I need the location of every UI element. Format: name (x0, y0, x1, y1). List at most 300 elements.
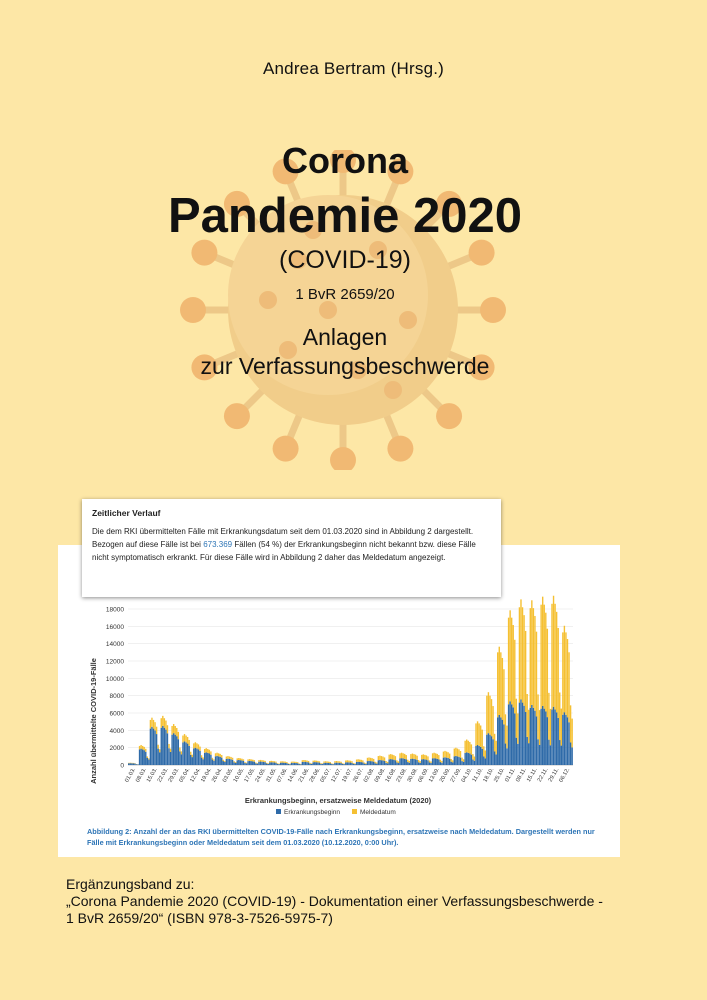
bar-erkrankungsbeginn (345, 762, 346, 765)
bar-meldedatum (426, 755, 427, 759)
bar-meldedatum (548, 693, 549, 740)
bar-erkrankungsbeginn (497, 717, 498, 765)
bar-meldedatum (368, 757, 369, 760)
bar-meldedatum (164, 718, 165, 728)
bar-erkrankungsbeginn (396, 762, 397, 765)
bar-meldedatum (216, 753, 217, 756)
bar-meldedatum (559, 692, 560, 740)
bar-erkrankungsbeginn (390, 759, 391, 765)
bar-meldedatum (317, 761, 318, 762)
bar-erkrankungsbeginn (534, 711, 535, 765)
x-tick-label: 19.04. (200, 767, 214, 784)
bar-meldedatum (472, 754, 473, 759)
bar-erkrankungsbeginn (554, 710, 555, 765)
bar-erkrankungsbeginn (130, 763, 131, 765)
bar-meldedatum (381, 756, 382, 760)
bar-erkrankungsbeginn (388, 759, 389, 765)
bar-meldedatum (537, 694, 538, 739)
x-axis-label: Erkrankungsbeginn, ersatzweise Meldedatum (2020) (244, 796, 432, 805)
bar-meldedatum (345, 760, 346, 762)
bar-erkrankungsbeginn (503, 724, 504, 765)
bar-erkrankungsbeginn (460, 758, 461, 765)
bar-meldedatum (520, 599, 521, 699)
bar-erkrankungsbeginn (302, 762, 303, 765)
x-tick-label: 30.08. (406, 767, 420, 784)
bar-erkrankungsbeginn (540, 709, 541, 765)
bar-meldedatum (423, 754, 424, 759)
y-tick-label: 16000 (105, 623, 124, 631)
bar-meldedatum (382, 757, 383, 761)
bar-meldedatum (207, 749, 208, 753)
bar-meldedatum (140, 745, 141, 749)
bar-erkrankungsbeginn (238, 760, 239, 765)
bar-meldedatum (361, 760, 362, 762)
bar-erkrankungsbeginn (212, 760, 213, 765)
virus-spike-head (224, 403, 250, 429)
bar-erkrankungsbeginn (382, 760, 383, 765)
bar-meldedatum (553, 596, 554, 707)
bar-erkrankungsbeginn (432, 759, 433, 766)
bar-meldedatum (495, 741, 496, 755)
bar-erkrankungsbeginn (330, 763, 331, 765)
bar-meldedatum (557, 628, 558, 718)
bar-erkrankungsbeginn (243, 761, 244, 765)
bar-meldedatum (252, 760, 253, 762)
bar-erkrankungsbeginn (292, 763, 293, 765)
bar-meldedatum (531, 600, 532, 705)
bar-meldedatum (446, 752, 447, 758)
bar-meldedatum (326, 761, 327, 762)
bar-meldedatum (241, 759, 242, 761)
bar-meldedatum (460, 751, 461, 758)
bar-meldedatum (337, 761, 338, 763)
bar-meldedatum (519, 607, 520, 702)
virus-spike-head (387, 436, 413, 462)
bar-meldedatum (568, 652, 569, 722)
bar-meldedatum (429, 760, 430, 762)
bar-erkrankungsbeginn (128, 763, 129, 765)
bar-meldedatum (139, 746, 140, 749)
bar-erkrankungsbeginn (195, 748, 196, 765)
bar-meldedatum (154, 722, 155, 730)
bar-meldedatum (299, 764, 300, 765)
bar-erkrankungsbeginn (464, 753, 465, 765)
bar-erkrankungsbeginn (491, 736, 492, 765)
bar-meldedatum (371, 758, 372, 761)
excerpt-paragraph (92, 525, 491, 564)
bar-erkrankungsbeginn (283, 763, 284, 765)
x-tick-label: 05.04. (178, 767, 192, 784)
bar-erkrankungsbeginn (247, 761, 248, 765)
bar-meldedatum (502, 658, 503, 720)
bar-meldedatum (342, 763, 343, 764)
x-tick-label: 26.04. (211, 767, 224, 784)
bar-meldedatum (562, 632, 563, 714)
bar-erkrankungsbeginn (168, 748, 169, 765)
bar-erkrankungsbeginn (326, 763, 327, 765)
bar-erkrankungsbeginn (250, 761, 251, 765)
bar-meldedatum (219, 754, 220, 757)
bar-meldedatum (153, 720, 154, 729)
bar-erkrankungsbeginn (201, 758, 202, 765)
virus-surface-protein (384, 381, 402, 399)
bar-meldedatum (212, 758, 213, 760)
bar-erkrankungsbeginn (193, 749, 194, 765)
bar-meldedatum (443, 752, 444, 758)
bar-meldedatum (292, 762, 293, 763)
x-tick-label: 08.03. (135, 767, 149, 784)
bar-meldedatum (454, 749, 455, 757)
bar-meldedatum (542, 597, 543, 706)
bar-meldedatum (452, 760, 453, 762)
bar-erkrankungsbeginn (274, 763, 275, 765)
x-tick-label: 25.10. (493, 767, 507, 784)
bar-meldedatum (173, 724, 174, 733)
y-tick-label: 18000 (105, 606, 124, 614)
bar-meldedatum (196, 743, 197, 748)
bar-meldedatum (508, 618, 509, 705)
bar-meldedatum (339, 761, 340, 762)
bar-erkrankungsbeginn (260, 762, 261, 765)
bar-erkrankungsbeginn (517, 744, 518, 765)
bar-meldedatum (469, 742, 470, 754)
bar-erkrankungsbeginn (392, 759, 393, 765)
bar-erkrankungsbeginn (475, 746, 476, 765)
bar-meldedatum (323, 761, 324, 762)
bar-erkrankungsbeginn (354, 764, 355, 765)
bar-meldedatum (539, 710, 540, 745)
x-tick-label: 23.08. (395, 767, 409, 784)
legend-swatch-erkrankungsbeginn (276, 809, 281, 814)
bar-meldedatum (232, 758, 233, 760)
bar-meldedatum (185, 736, 186, 743)
bar-meldedatum (157, 745, 158, 749)
bar-meldedatum (398, 761, 399, 763)
bar-meldedatum (240, 758, 241, 760)
bar-meldedatum (264, 761, 265, 762)
bar-erkrankungsbeginn (469, 753, 470, 765)
bar-erkrankungsbeginn (136, 764, 137, 765)
bar-erkrankungsbeginn (525, 712, 526, 765)
bar-meldedatum (198, 744, 199, 749)
bar-erkrankungsbeginn (514, 713, 515, 765)
bar-meldedatum (302, 760, 303, 762)
bar-meldedatum (235, 762, 236, 763)
bar-meldedatum (322, 763, 323, 764)
bar-meldedatum (418, 760, 419, 762)
bar-erkrankungsbeginn (402, 759, 403, 766)
bar-meldedatum (455, 748, 456, 756)
bar-meldedatum (258, 760, 259, 762)
bar-erkrankungsbeginn (216, 756, 217, 765)
bar-meldedatum (438, 755, 439, 759)
bar-erkrankungsbeginn (233, 762, 234, 765)
bar-erkrankungsbeginn (551, 710, 552, 765)
bar-erkrankungsbeginn (548, 740, 549, 765)
bar-erkrankungsbeginn (297, 763, 298, 765)
bar-erkrankungsbeginn (294, 763, 295, 765)
bar-meldedatum (517, 713, 518, 743)
bar-erkrankungsbeginn (421, 759, 422, 765)
bar-erkrankungsbeginn (381, 760, 382, 765)
bar-meldedatum (554, 604, 555, 710)
bar-meldedatum (268, 763, 269, 764)
bar-erkrankungsbeginn (221, 758, 222, 765)
bar-meldedatum (416, 756, 417, 760)
bar-erkrankungsbeginn (419, 763, 420, 765)
x-tick-label: 18.10. (482, 767, 496, 784)
bar-erkrankungsbeginn (557, 718, 558, 765)
bar-meldedatum (458, 749, 459, 756)
bar-erkrankungsbeginn (173, 733, 174, 765)
bar-meldedatum (272, 761, 273, 762)
bar-meldedatum (175, 726, 176, 735)
bar-meldedatum (303, 760, 304, 762)
bar-meldedatum (433, 753, 434, 758)
bar-erkrankungsbeginn (426, 760, 427, 765)
bar-meldedatum (571, 719, 572, 748)
bar-meldedatum (409, 761, 410, 763)
bar-erkrankungsbeginn (202, 759, 203, 765)
bar-erkrankungsbeginn (154, 730, 155, 765)
bar-meldedatum (178, 732, 179, 739)
bar-meldedatum (526, 694, 527, 737)
bar-erkrankungsbeginn (393, 760, 394, 765)
bar-erkrankungsbeginn (272, 762, 273, 765)
bar-meldedatum (221, 755, 222, 758)
legend-label-meldedatum: Meldedatum (360, 809, 396, 816)
bar-erkrankungsbeginn (530, 708, 531, 765)
y-tick-label: 4000 (109, 727, 124, 735)
bar-meldedatum (466, 740, 467, 753)
excerpt-text-1: Die dem RKI übermittelten Fälle mit Erkrankungsdatum seit dem 01.03.2020 sind in Abbildung 2 dargestellt. Bezogen auf diese Fälle ist bei (92, 527, 474, 549)
bar-meldedatum (375, 762, 376, 763)
bar-meldedatum (404, 754, 405, 759)
bar-meldedatum (370, 758, 371, 761)
bar-meldedatum (486, 696, 487, 735)
y-tick-label: 12000 (105, 658, 124, 666)
bar-erkrankungsbeginn (415, 759, 416, 765)
x-tick-label: 07.06. (276, 767, 290, 784)
bar-meldedatum (536, 632, 537, 717)
y-tick-label: 2000 (109, 745, 124, 753)
bar-erkrankungsbeginn (509, 701, 510, 765)
bar-erkrankungsbeginn (378, 760, 379, 765)
bar-meldedatum (482, 730, 483, 749)
bar-erkrankungsbeginn (218, 756, 219, 765)
bar-erkrankungsbeginn (323, 763, 324, 765)
excerpt-highlight-number: 673.369 (203, 540, 233, 549)
bar-meldedatum (464, 741, 465, 753)
bar-meldedatum (525, 631, 526, 712)
bar-meldedatum (401, 753, 402, 758)
bar-erkrankungsbeginn (258, 762, 259, 765)
bar-erkrankungsbeginn (342, 764, 343, 765)
bar-erkrankungsbeginn (444, 757, 445, 765)
footer-line-2: „Corona Pandemie 2020 (COVID-19) - Dokumentation einer Verfassungsbeschwerde - (66, 893, 603, 909)
bar-meldedatum (195, 742, 196, 747)
bar-erkrankungsbeginn (505, 744, 506, 765)
bar-meldedatum (561, 709, 562, 746)
excerpt-box (82, 499, 501, 597)
bar-meldedatum (410, 754, 411, 759)
bar-meldedatum (255, 762, 256, 763)
bar-meldedatum (238, 758, 239, 760)
bar-meldedatum (244, 762, 245, 763)
bar-meldedatum (165, 721, 166, 730)
bar-erkrankungsbeginn (348, 762, 349, 765)
bar-meldedatum (224, 761, 225, 762)
bar-erkrankungsbeginn (328, 763, 329, 765)
bar-erkrankungsbeginn (156, 734, 157, 765)
bar-erkrankungsbeginn (249, 761, 250, 765)
bar-meldedatum (373, 759, 374, 762)
bar-meldedatum (522, 607, 523, 702)
bar-erkrankungsbeginn (317, 762, 318, 765)
bar-erkrankungsbeginn (246, 763, 247, 765)
bar-erkrankungsbeginn (522, 703, 523, 765)
bar-erkrankungsbeginn (370, 761, 371, 765)
x-tick-label: 06.12. (558, 767, 572, 784)
bar-meldedatum (156, 727, 157, 734)
bar-erkrankungsbeginn (375, 763, 376, 765)
bar-meldedatum (204, 749, 205, 753)
bar-meldedatum (528, 710, 529, 743)
bar-meldedatum (148, 758, 149, 759)
bar-meldedatum (309, 763, 310, 764)
bar-meldedatum (320, 763, 321, 764)
x-tick-label: 17.05. (243, 767, 257, 784)
bar-erkrankungsbeginn (537, 739, 538, 765)
bar-erkrankungsbeginn (506, 748, 507, 765)
bar-erkrankungsbeginn (433, 758, 434, 765)
bar-erkrankungsbeginn (495, 754, 496, 765)
bar-erkrankungsbeginn (295, 763, 296, 765)
bar-erkrankungsbeginn (210, 755, 211, 765)
bar-meldedatum (497, 652, 498, 717)
bar-meldedatum (277, 763, 278, 764)
bar-meldedatum (415, 755, 416, 760)
bar-erkrankungsbeginn (140, 749, 141, 765)
bar-erkrankungsbeginn (175, 735, 176, 765)
bar-meldedatum (159, 749, 160, 752)
bar-erkrankungsbeginn (340, 763, 341, 765)
bar-erkrankungsbeginn (224, 762, 225, 765)
bar-erkrankungsbeginn (547, 717, 548, 765)
bar-erkrankungsbeginn (565, 715, 566, 765)
bar-meldedatum (291, 762, 292, 763)
bar-erkrankungsbeginn (437, 759, 438, 765)
bar-meldedatum (354, 763, 355, 764)
bar-erkrankungsbeginn (488, 733, 489, 765)
bar-erkrankungsbeginn (404, 759, 405, 765)
x-tick-label: 06.09. (417, 767, 431, 784)
bar-meldedatum (506, 726, 507, 749)
bar-erkrankungsbeginn (362, 762, 363, 765)
bar-erkrankungsbeginn (261, 762, 262, 765)
bar-meldedatum (491, 699, 492, 736)
bar-meldedatum (485, 750, 486, 758)
bar-meldedatum (516, 699, 517, 738)
bar-erkrankungsbeginn (269, 762, 270, 765)
bar-meldedatum (551, 604, 552, 710)
bar-meldedatum (243, 759, 244, 761)
bar-erkrankungsbeginn (449, 759, 450, 765)
bar-meldedatum (168, 744, 169, 748)
bar-erkrankungsbeginn (145, 752, 146, 765)
bar-meldedatum (523, 615, 524, 706)
bar-meldedatum (489, 696, 490, 735)
bar-erkrankungsbeginn (237, 760, 238, 765)
bar-meldedatum (340, 762, 341, 763)
bar-erkrankungsbeginn (466, 752, 467, 765)
bar-erkrankungsbeginn (443, 758, 444, 765)
bar-meldedatum (393, 755, 394, 760)
bar-meldedatum (534, 616, 535, 711)
bar-meldedatum (288, 763, 289, 764)
bar-erkrankungsbeginn (184, 741, 185, 765)
bar-erkrankungsbeginn (528, 743, 529, 765)
bar-erkrankungsbeginn (313, 762, 314, 765)
bar-erkrankungsbeginn (379, 760, 380, 765)
footer-line-3: 1 BvR 2659/20“ (ISBN 978-3-7526-5975-7) (66, 910, 333, 926)
bar-erkrankungsbeginn (486, 735, 487, 765)
bar-erkrankungsbeginn (357, 762, 358, 765)
bar-erkrankungsbeginn (255, 763, 256, 765)
bar-erkrankungsbeginn (282, 763, 283, 765)
bar-erkrankungsbeginn (187, 744, 188, 765)
x-tick-label: 29.03. (167, 767, 181, 784)
bar-meldedatum (514, 640, 515, 714)
bar-erkrankungsbeginn (161, 728, 162, 765)
bar-erkrankungsbeginn (144, 750, 145, 765)
bar-erkrankungsbeginn (334, 763, 335, 765)
bar-meldedatum (161, 718, 162, 728)
bar-erkrankungsbeginn (179, 751, 180, 765)
bar-meldedatum (147, 756, 148, 758)
bar-erkrankungsbeginn (153, 729, 154, 765)
bar-meldedatum (283, 761, 284, 762)
bar-erkrankungsbeginn (361, 762, 362, 765)
bar-erkrankungsbeginn (266, 764, 267, 765)
bar-erkrankungsbeginn (429, 762, 430, 765)
x-tick-label: 10.05. (232, 767, 246, 784)
bar-erkrankungsbeginn (165, 730, 166, 765)
x-tick-label: 08.11. (515, 767, 528, 784)
bar-erkrankungsbeginn (485, 758, 486, 765)
bar-erkrankungsbeginn (461, 761, 462, 765)
bar-erkrankungsbeginn (333, 764, 334, 765)
bar-meldedatum (444, 751, 445, 757)
bar-meldedatum (378, 756, 379, 760)
bar-meldedatum (567, 639, 568, 717)
bar-erkrankungsbeginn (399, 759, 400, 766)
virus-surface-protein (319, 301, 337, 319)
bar-meldedatum (441, 761, 442, 763)
bar-meldedatum (468, 741, 469, 753)
bar-erkrankungsbeginn (457, 756, 458, 765)
bar-meldedatum (406, 755, 407, 759)
bar-erkrankungsbeginn (148, 760, 149, 765)
bar-erkrankungsbeginn (305, 762, 306, 765)
bar-meldedatum (171, 726, 172, 735)
bar-meldedatum (421, 755, 422, 760)
bar-meldedatum (427, 756, 428, 760)
bar-erkrankungsbeginn (568, 722, 569, 765)
bar-erkrankungsbeginn (430, 763, 431, 765)
bar-erkrankungsbeginn (188, 746, 189, 765)
bar-erkrankungsbeginn (244, 763, 245, 765)
